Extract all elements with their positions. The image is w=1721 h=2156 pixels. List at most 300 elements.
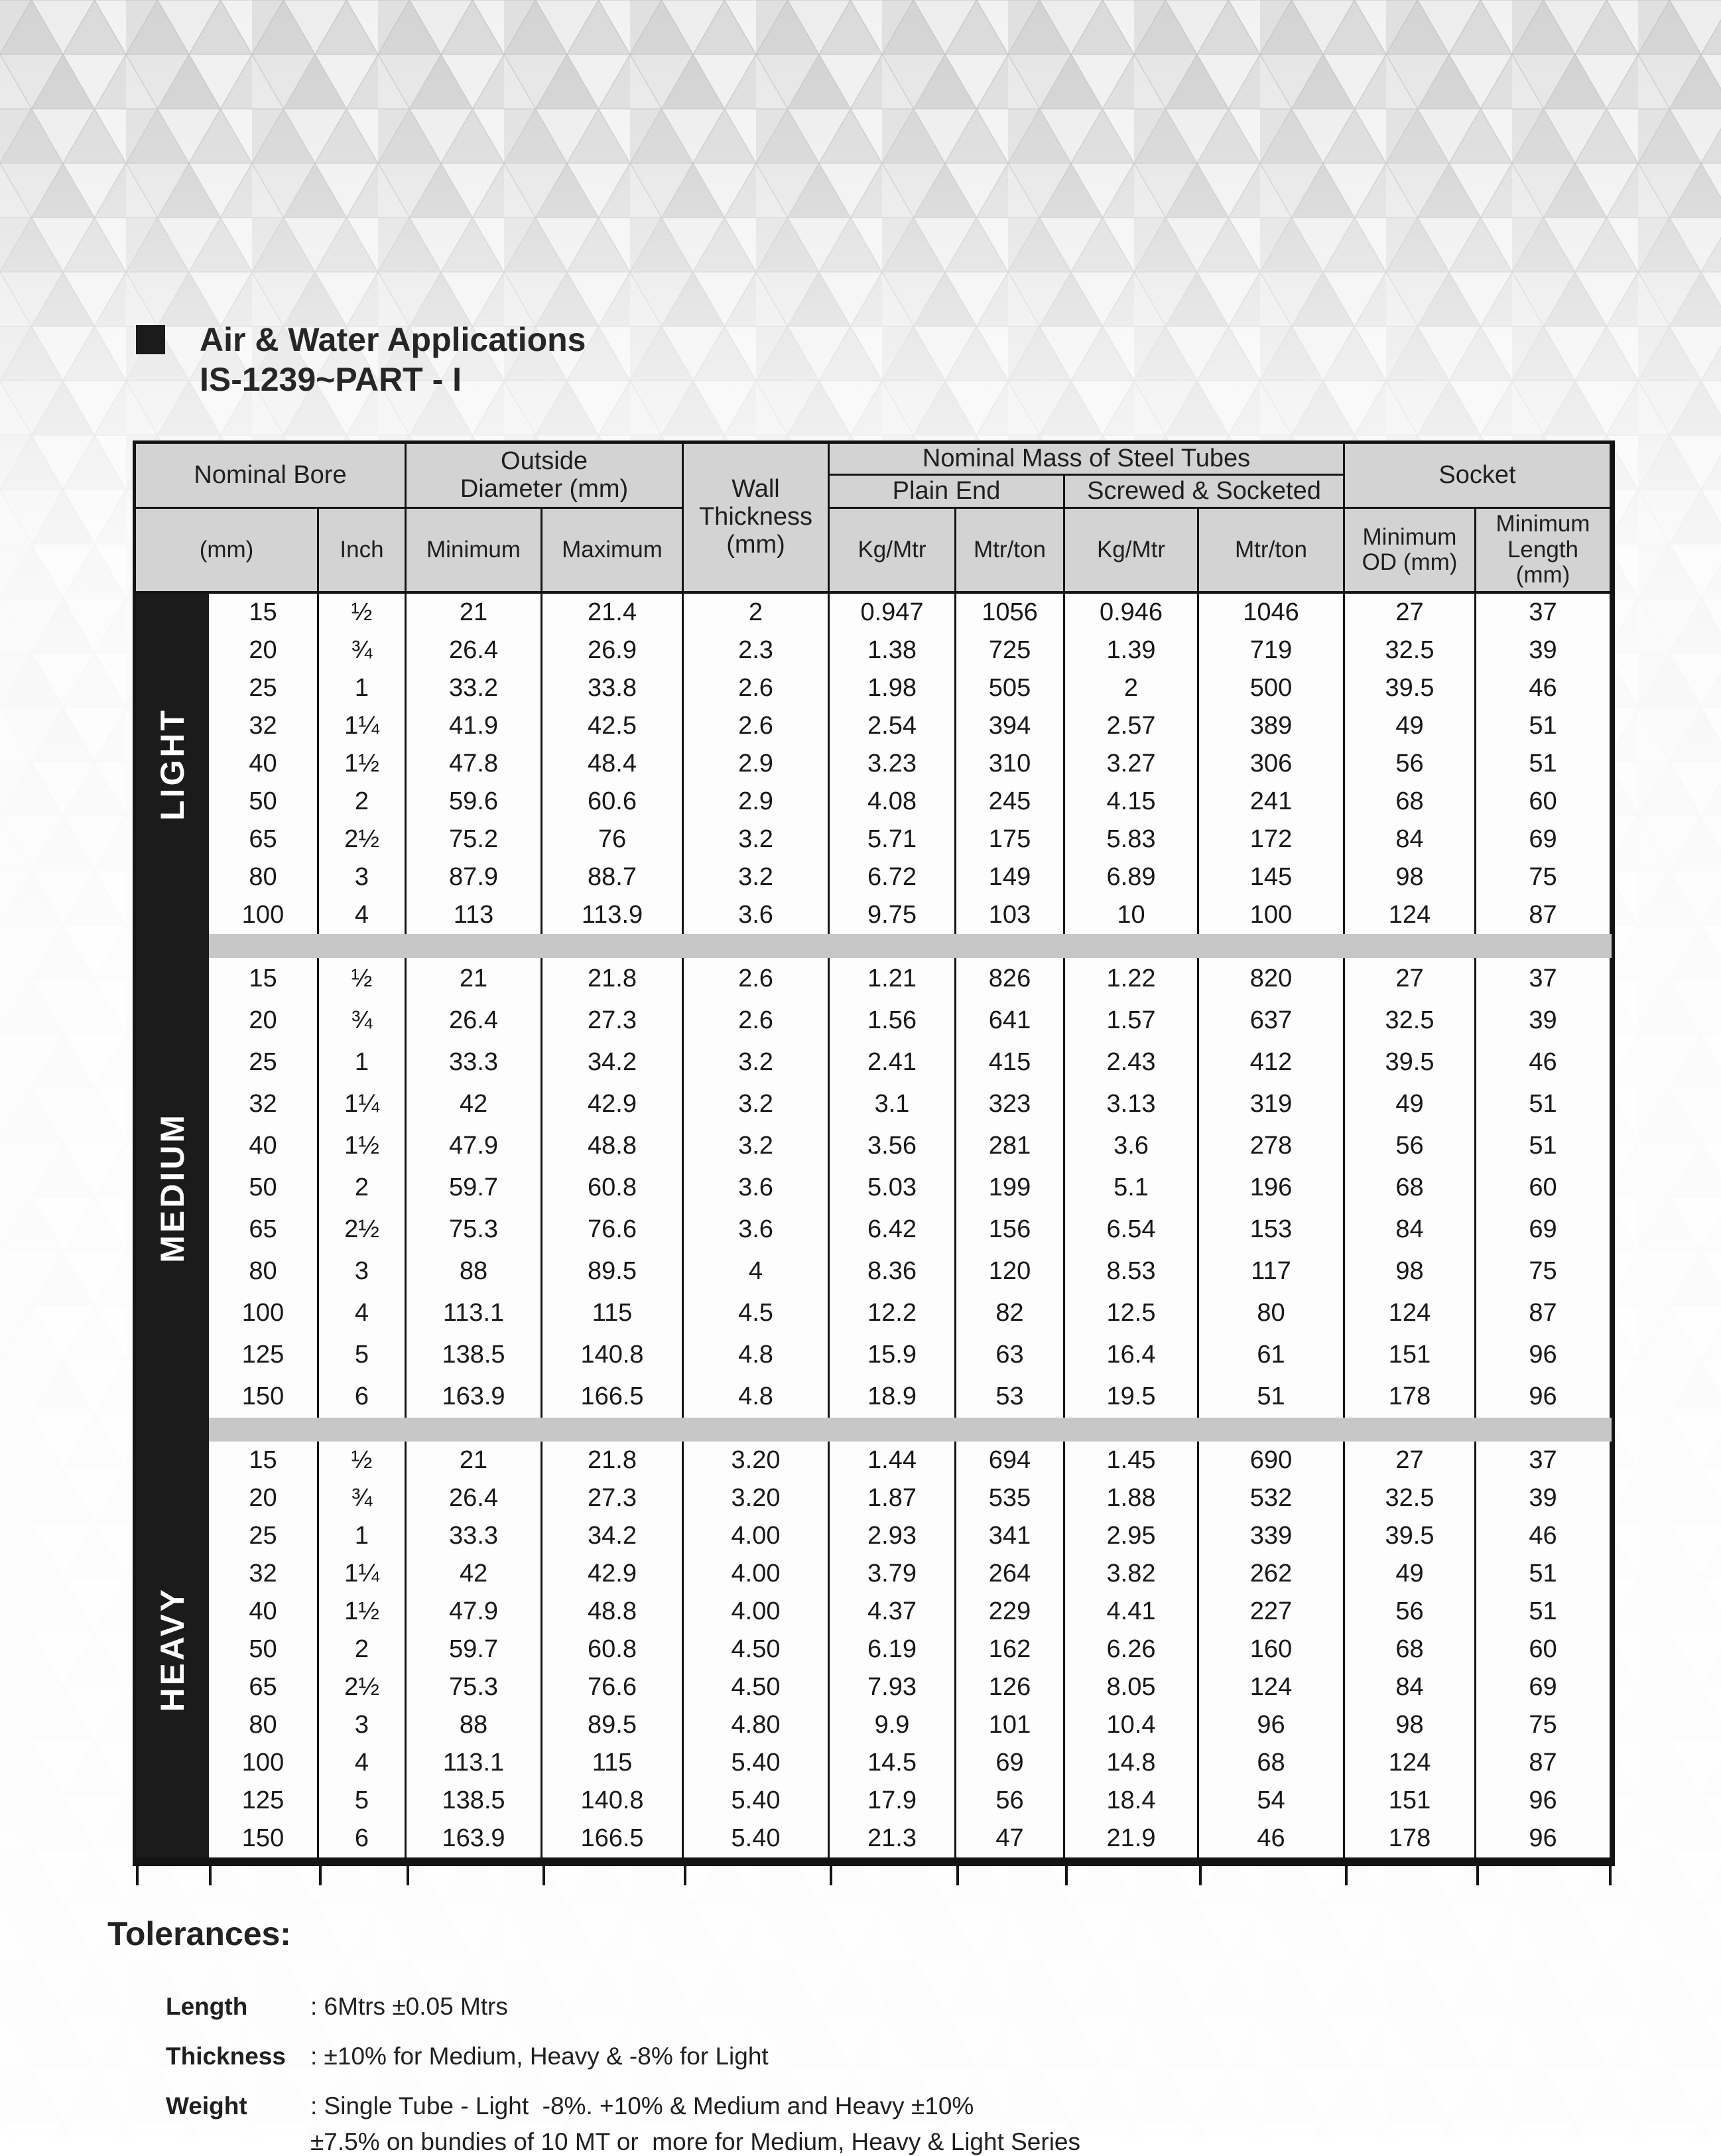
spec-table [133, 440, 1615, 1866]
table-cell: 39.5 [1345, 1042, 1476, 1083]
table-cell: 42.5 [542, 707, 684, 745]
table-cell: 5.83 [1065, 821, 1199, 858]
table-cell: 2.9 [684, 783, 830, 821]
table-cell: 2 [319, 1631, 407, 1668]
table-cell: 56 [1345, 1125, 1476, 1167]
table-cell: 21 [407, 594, 542, 632]
table-row [209, 1555, 1612, 1593]
table-cell: 339 [1199, 1517, 1345, 1555]
table-row [209, 1042, 1612, 1083]
table-cell: 27.3 [542, 1000, 684, 1042]
table-cell: 2 [1065, 669, 1199, 707]
table-cell: 9.75 [830, 896, 956, 934]
table-cell: 42 [407, 1555, 542, 1593]
table-cell: 4 [684, 1250, 830, 1292]
header-nominal-bore: Nominal Bore [136, 444, 407, 509]
table-cell: 241 [1199, 783, 1345, 821]
table-cell: 49 [1345, 1083, 1476, 1125]
table-cell: 166.5 [542, 1820, 684, 1857]
table-cell: 54 [1199, 1782, 1345, 1820]
table-cell: 6.54 [1065, 1209, 1199, 1250]
table-cell: 281 [956, 1125, 1065, 1167]
table-cell: 2.6 [684, 707, 830, 745]
table-cell: 96 [1199, 1706, 1345, 1744]
table-cell: 88.7 [542, 858, 684, 896]
table-cell: 1.45 [1065, 1442, 1199, 1479]
table-cell: 199 [956, 1167, 1065, 1209]
table-cell: 3.2 [684, 821, 830, 858]
table-row [209, 958, 1612, 1000]
table-header [136, 444, 1612, 594]
table-row [209, 1782, 1612, 1820]
table-cell: 25 [209, 1517, 319, 1555]
table-cell: 4.15 [1065, 783, 1199, 821]
table-cell: 4.50 [684, 1631, 830, 1668]
table-cell: 319 [1199, 1083, 1345, 1125]
table-cell: 505 [956, 669, 1065, 707]
section-light [209, 594, 1612, 934]
page-title: Air & Water Applications [200, 321, 586, 358]
table-cell: 156 [956, 1209, 1065, 1250]
table-cell: 115 [542, 1744, 684, 1782]
table-cell: 50 [209, 1631, 319, 1668]
table-cell: 2 [684, 594, 830, 632]
table-cell: 21.4 [542, 594, 684, 632]
table-bottom-tick [1609, 1866, 1612, 1885]
table-cell: 125 [209, 1782, 319, 1820]
table-body [136, 594, 1612, 1857]
table-cell: 47.8 [407, 745, 542, 783]
table-cell: 1.38 [830, 632, 956, 669]
table-cell: 34.2 [542, 1517, 684, 1555]
table-cell: 37 [1476, 958, 1612, 1000]
table-cell: 2.41 [830, 1042, 956, 1083]
table-cell: 60.8 [542, 1167, 684, 1209]
table-cell: 39 [1476, 632, 1612, 669]
table-cell: 6.26 [1065, 1631, 1199, 1668]
table-cell: 98 [1345, 1706, 1476, 1744]
table-cell: 3.2 [684, 1042, 830, 1083]
table-cell: 2.6 [684, 958, 830, 1000]
table-bottom-tick [1476, 1866, 1479, 1885]
table-cell: 1 [319, 669, 407, 707]
table-cell: 27 [1345, 1442, 1476, 1479]
table-cell: 124 [1345, 1744, 1476, 1782]
table-cell: 826 [956, 958, 1065, 1000]
table-cell: 46 [1476, 1042, 1612, 1083]
table-cell: 150 [209, 1376, 319, 1418]
table-cell: 27.3 [542, 1479, 684, 1517]
table-cell: 1.88 [1065, 1479, 1199, 1517]
table-cell: 80 [1199, 1292, 1345, 1334]
table-cell: 2.6 [684, 1000, 830, 1042]
table-cell: 637 [1199, 1000, 1345, 1042]
table-cell: 46 [1476, 1517, 1612, 1555]
table-cell: 42.9 [542, 1083, 684, 1125]
table-cell: 19.5 [1065, 1376, 1199, 1418]
table-bottom-tick [1065, 1866, 1068, 1885]
table-cell: 59.6 [407, 783, 542, 821]
table-cell: 150 [209, 1820, 319, 1857]
table-row [209, 858, 1612, 896]
table-cell: 33.3 [407, 1517, 542, 1555]
table-cell: 415 [956, 1042, 1065, 1083]
table-cell: 3.20 [684, 1442, 830, 1479]
table-cell: 4 [319, 1744, 407, 1782]
table-row [209, 821, 1612, 858]
table-cell: 18.9 [830, 1376, 956, 1418]
table-cell: 2.9 [684, 745, 830, 783]
table-cell: 3.2 [684, 1083, 830, 1125]
table-cell: 33.8 [542, 669, 684, 707]
table-cell: 96 [1476, 1334, 1612, 1376]
table-cell: 5.71 [830, 821, 956, 858]
table-cell: 75 [1476, 1250, 1612, 1292]
table-cell: 87 [1476, 1744, 1612, 1782]
table-cell: 1.21 [830, 958, 956, 1000]
table-cell: 68 [1199, 1744, 1345, 1782]
table-cell: 3.6 [684, 1167, 830, 1209]
table-cell: 196 [1199, 1167, 1345, 1209]
table-bottom-tick [209, 1866, 212, 1885]
table-cell: 76.6 [542, 1668, 684, 1706]
table-cell: 1.22 [1065, 958, 1199, 1000]
table-cell: 500 [1199, 669, 1345, 707]
table-cell: 2.95 [1065, 1517, 1199, 1555]
table-cell: 65 [209, 1209, 319, 1250]
table-cell: 51 [1476, 1083, 1612, 1125]
table-cell: ¾ [319, 1000, 407, 1042]
table-cell: 69 [956, 1744, 1065, 1782]
table-cell: 15 [209, 958, 319, 1000]
table-cell: 32 [209, 1083, 319, 1125]
table-cell: 103 [956, 896, 1065, 934]
table-cell: 140.8 [542, 1782, 684, 1820]
table-cell: 3.82 [1065, 1555, 1199, 1593]
table-cell: 1.57 [1065, 1000, 1199, 1042]
table-cell: 75.3 [407, 1209, 542, 1250]
table-cell: 151 [1345, 1782, 1476, 1820]
table-cell: 59.7 [407, 1631, 542, 1668]
table-cell: 3.13 [1065, 1083, 1199, 1125]
table-cell: 16.4 [1065, 1334, 1199, 1376]
table-bottom-tick [684, 1866, 686, 1885]
table-cell: 2.54 [830, 707, 956, 745]
header-od-minimum: Minimum [407, 509, 542, 591]
table-cell: 21.8 [542, 1442, 684, 1479]
table-cell: 80 [209, 858, 319, 896]
table-cell: 68 [1345, 783, 1476, 821]
table-row [209, 1167, 1612, 1209]
table-cell: ½ [319, 958, 407, 1000]
table-cell: 96 [1476, 1820, 1612, 1857]
table-cell: 113.1 [407, 1292, 542, 1334]
table-cell: 323 [956, 1083, 1065, 1125]
table-row [209, 1000, 1612, 1042]
header-plain-end: Plain End [830, 476, 1065, 509]
table-cell: 75.2 [407, 821, 542, 858]
table-cell: 6.42 [830, 1209, 956, 1250]
table-cell: 25 [209, 1042, 319, 1083]
table-cell: 2½ [319, 1209, 407, 1250]
table-cell: 113.1 [407, 1744, 542, 1782]
table-cell: 4.08 [830, 783, 956, 821]
table-row [209, 1744, 1612, 1782]
table-cell: 1½ [319, 745, 407, 783]
table-cell: 56 [1345, 1593, 1476, 1631]
table-cell: 33.3 [407, 1042, 542, 1083]
table-cell: 178 [1345, 1820, 1476, 1857]
table-cell: 21.3 [830, 1820, 956, 1857]
table-bottom-tick [542, 1866, 545, 1885]
table-cell: ½ [319, 1442, 407, 1479]
table-cell: 3.56 [830, 1125, 956, 1167]
table-cell: 26.4 [407, 1479, 542, 1517]
table-cell: 3.6 [1065, 1125, 1199, 1167]
table-cell: 1.39 [1065, 632, 1199, 669]
table-cell: 3.27 [1065, 745, 1199, 783]
table-bottom-tick [136, 1866, 139, 1885]
header-mm: (mm) [136, 509, 319, 591]
table-cell: 1056 [956, 594, 1065, 632]
table-cell: 6.19 [830, 1631, 956, 1668]
table-cell: 113.9 [542, 896, 684, 934]
table-cell: 50 [209, 1167, 319, 1209]
table-cell: 1.44 [830, 1442, 956, 1479]
table-cell: 26.4 [407, 632, 542, 669]
table-cell: 89.5 [542, 1706, 684, 1744]
table-cell: 5.1 [1065, 1167, 1199, 1209]
table-cell: 100 [209, 896, 319, 934]
table-cell: 87 [1476, 1292, 1612, 1334]
table-cell: 12.5 [1065, 1292, 1199, 1334]
tolerances-heading: Tolerances: [107, 1915, 291, 1952]
table-cell: 3 [319, 858, 407, 896]
table-cell: 42.9 [542, 1555, 684, 1593]
table-cell: 163.9 [407, 1376, 542, 1418]
table-cell: 60.6 [542, 783, 684, 821]
table-row [209, 1376, 1612, 1418]
table-row [209, 745, 1612, 783]
table-cell: 39.5 [1345, 1517, 1476, 1555]
table-cell: 4.80 [684, 1706, 830, 1744]
header-screwed-mtr-ton: Mtr/ton [1199, 509, 1345, 591]
table-cell: 5.40 [684, 1744, 830, 1782]
page-subtitle: IS-1239~PART - I [200, 361, 462, 398]
table-cell: 80 [209, 1250, 319, 1292]
table-cell: 60.8 [542, 1631, 684, 1668]
table-cell: 3.23 [830, 745, 956, 783]
table-row [209, 783, 1612, 821]
table-cell: 140.8 [542, 1334, 684, 1376]
section-heavy [209, 1442, 1612, 1857]
table-cell: 46 [1199, 1820, 1345, 1857]
table-cell: 49 [1345, 707, 1476, 745]
table-cell: ¾ [319, 632, 407, 669]
table-cell: 42 [407, 1083, 542, 1125]
table-row [209, 1593, 1612, 1631]
table-cell: 21.8 [542, 958, 684, 1000]
table-cell: 138.5 [407, 1782, 542, 1820]
table-row [209, 632, 1612, 669]
table-row [209, 1292, 1612, 1334]
table-cell: 15 [209, 1442, 319, 1479]
table-cell: 47 [956, 1820, 1065, 1857]
table-cell: 51 [1476, 1555, 1612, 1593]
table-cell: 20 [209, 1000, 319, 1042]
table-cell: 4.00 [684, 1593, 830, 1631]
tolerance-value: ±7.5% on bundies of 10 MT or more for Medium, Heavy & Light Series [310, 2128, 1081, 2155]
table-cell: 80 [209, 1706, 319, 1744]
table-cell: 4.00 [684, 1555, 830, 1593]
table-cell: 126 [956, 1668, 1065, 1706]
table-cell: 149 [956, 858, 1065, 896]
table-cell: 40 [209, 745, 319, 783]
table-cell: 1.56 [830, 1000, 956, 1042]
table-cell: 1 [319, 1517, 407, 1555]
table-cell: 310 [956, 745, 1065, 783]
tolerances-block [107, 1915, 1659, 2155]
table-cell: 690 [1199, 1442, 1345, 1479]
table-cell: 124 [1345, 896, 1476, 934]
table-cell: 39.5 [1345, 669, 1476, 707]
tolerance-value: : ±10% for Medium, Heavy & -8% for Light [310, 2043, 769, 2070]
table-cell: 172 [1199, 821, 1345, 858]
table-cell: 33.2 [407, 669, 542, 707]
table-cell: 21 [407, 958, 542, 1000]
table-cell: 2.43 [1065, 1042, 1199, 1083]
table-cell: 5 [319, 1334, 407, 1376]
table-cell: 40 [209, 1593, 319, 1631]
tolerance-item [166, 1993, 508, 2021]
table-bottom-tick [1345, 1866, 1348, 1885]
table-cell: 117 [1199, 1250, 1345, 1292]
table-row [209, 594, 1612, 632]
table-cell: 27 [1345, 594, 1476, 632]
table-cell: 56 [1345, 745, 1476, 783]
table-cell: 3 [319, 1706, 407, 1744]
table-cell: 51 [1476, 1125, 1612, 1167]
tolerance-label: Weight [166, 2092, 247, 2120]
table-cell: 694 [956, 1442, 1065, 1479]
table-cell: 51 [1199, 1376, 1345, 1418]
section-medium [209, 958, 1612, 1418]
table-cell: 65 [209, 1668, 319, 1706]
table-cell: 115 [542, 1292, 684, 1334]
table-cell: 1½ [319, 1125, 407, 1167]
table-cell: 26.4 [407, 1000, 542, 1042]
table-cell: 84 [1345, 1668, 1476, 1706]
table-cell: 37 [1476, 594, 1612, 632]
table-cell: 341 [956, 1517, 1065, 1555]
table-cell: 124 [1345, 1292, 1476, 1334]
tolerance-item [166, 2043, 769, 2070]
table-cell: 65 [209, 821, 319, 858]
table-row [209, 1820, 1612, 1857]
table-cell: 101 [956, 1706, 1065, 1744]
table-cell: 2 [319, 783, 407, 821]
table-cell: 88 [407, 1706, 542, 1744]
table-cell: 21.9 [1065, 1820, 1199, 1857]
table-cell: 69 [1476, 821, 1612, 858]
table-cell: 20 [209, 1479, 319, 1517]
table-cell: 48.4 [542, 745, 684, 783]
table-cell: 2½ [319, 821, 407, 858]
table-cell: 49 [1345, 1555, 1476, 1593]
table-row [209, 1083, 1612, 1125]
table-cell: 98 [1345, 858, 1476, 896]
tolerance-value: : Single Tube - Light -8%. +10% & Medium and Heavy ±10% [310, 2092, 974, 2120]
table-cell: 17.9 [830, 1782, 956, 1820]
table-cell: 160 [1199, 1631, 1345, 1668]
table-cell: 145 [1199, 858, 1345, 896]
table-cell: 719 [1199, 632, 1345, 669]
header-socket-min-length: Minimum Length (mm) [1476, 509, 1612, 591]
table-cell: 41.9 [407, 707, 542, 745]
table-cell: 227 [1199, 1593, 1345, 1631]
table-cell: 394 [956, 707, 1065, 745]
table-cell: 89.5 [542, 1250, 684, 1292]
header-outside-diameter: Outside Diameter (mm) [407, 444, 684, 509]
table-cell: 4.8 [684, 1334, 830, 1376]
table-row [209, 1250, 1612, 1292]
header-nominal-mass: Nominal Mass of Steel Tubes [830, 444, 1345, 476]
table-row [209, 896, 1612, 934]
table-cell: 100 [1199, 896, 1345, 934]
table-bottom-tick [319, 1866, 322, 1885]
table-cell: 1 [319, 1042, 407, 1083]
table-cell: 412 [1199, 1042, 1345, 1083]
table-cell: 3 [319, 1250, 407, 1292]
table-cell: 46 [1476, 669, 1612, 707]
table-row [209, 707, 1612, 745]
table-cell: 6 [319, 1820, 407, 1857]
table-cell: ¾ [319, 1479, 407, 1517]
table-bottom-tick [830, 1866, 832, 1885]
table-cell: 50 [209, 783, 319, 821]
table-cell: 96 [1476, 1376, 1612, 1418]
table-cell: 100 [209, 1744, 319, 1782]
table-cell: 25 [209, 669, 319, 707]
table-cell: 6.72 [830, 858, 956, 896]
table-cell: 60 [1476, 1631, 1612, 1668]
table-cell: 87 [1476, 896, 1612, 934]
table-cell: 8.53 [1065, 1250, 1199, 1292]
table-cell: 47.9 [407, 1125, 542, 1167]
table-cell: 32.5 [1345, 1000, 1476, 1042]
table-row [209, 1668, 1612, 1706]
table-cell: 4.00 [684, 1517, 830, 1555]
table-cell: 61 [1199, 1334, 1345, 1376]
table-cell: 32 [209, 707, 319, 745]
tolerance-label: Thickness [166, 2043, 286, 2070]
table-cell: 10.4 [1065, 1706, 1199, 1744]
header-socket: Socket [1345, 444, 1612, 509]
table-cell: 63 [956, 1334, 1065, 1376]
table-cell: 120 [956, 1250, 1065, 1292]
table-cell: 69 [1476, 1668, 1612, 1706]
table-cell: 59.7 [407, 1167, 542, 1209]
table-cell: 4 [319, 1292, 407, 1334]
table-cell: 39 [1476, 1479, 1612, 1517]
table-cell: 84 [1345, 821, 1476, 858]
table-cell: 820 [1199, 958, 1345, 1000]
table-cell: 47.9 [407, 1593, 542, 1631]
table-cell: ½ [319, 594, 407, 632]
table-cell: 278 [1199, 1125, 1345, 1167]
tolerance-item [166, 2128, 1080, 2156]
table-row [209, 1125, 1612, 1167]
